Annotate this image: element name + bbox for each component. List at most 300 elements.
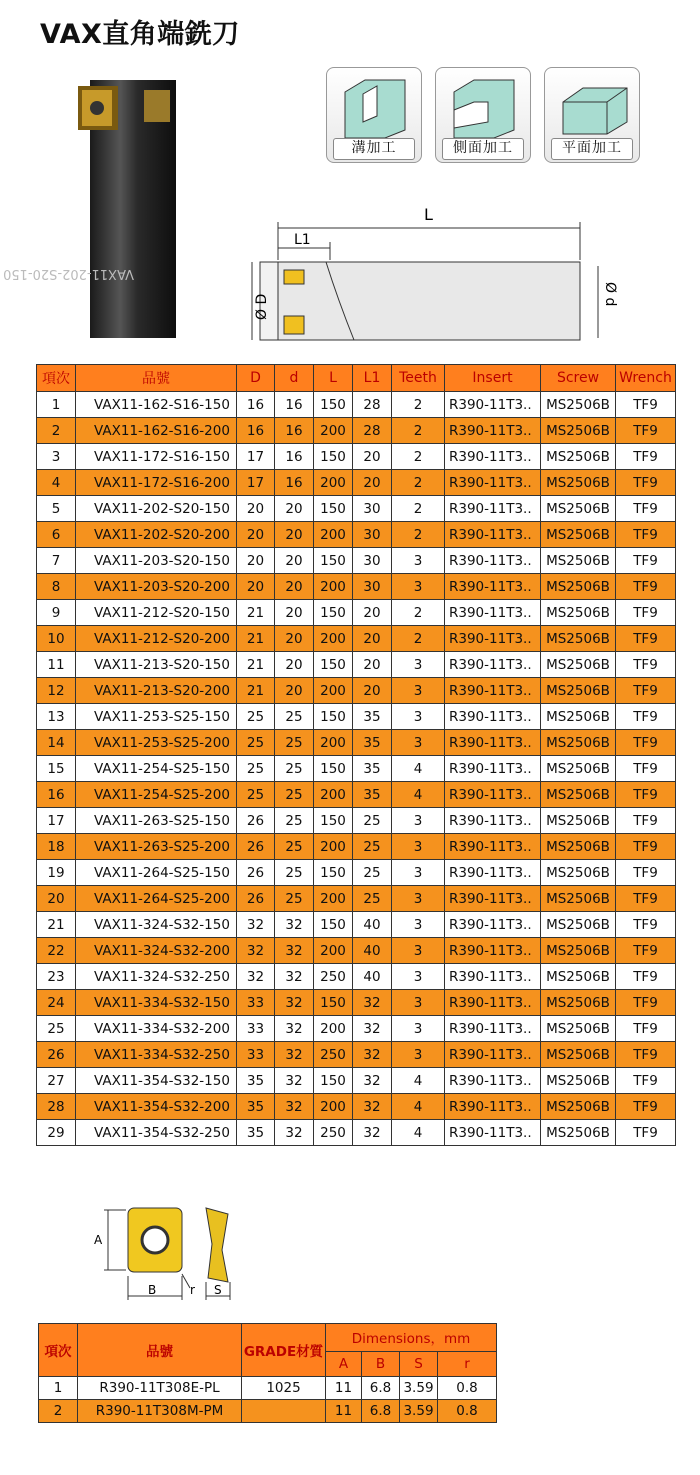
cell-teeth: 2 xyxy=(392,600,445,626)
header-no: 項次 xyxy=(37,365,76,392)
cell-d: 20 xyxy=(275,522,314,548)
cell-L: 150 xyxy=(314,860,353,886)
cell-L: 150 xyxy=(314,392,353,418)
header-d: d xyxy=(275,365,314,392)
cell-screw: MS2506B xyxy=(541,756,616,782)
cell-grade xyxy=(242,1400,326,1423)
cell-L: 150 xyxy=(314,808,353,834)
dim-d: Ø d xyxy=(602,282,618,307)
cell-no: 25 xyxy=(37,1016,76,1042)
cell-D: 25 xyxy=(237,782,275,808)
cell-model: VAX11-324-S32-200 xyxy=(76,938,237,964)
cell-L: 150 xyxy=(314,704,353,730)
cell-wrench: TF9 xyxy=(616,444,676,470)
cell-no: 3 xyxy=(37,444,76,470)
cell-D: 20 xyxy=(237,548,275,574)
cell-model: VAX11-203-S20-200 xyxy=(76,574,237,600)
cell-L1: 20 xyxy=(353,600,392,626)
slot-machining-icon xyxy=(335,72,415,140)
cell-screw: MS2506B xyxy=(541,1042,616,1068)
insert-table-row xyxy=(39,1400,497,1423)
cell-L1: 28 xyxy=(353,418,392,444)
cell-no: 15 xyxy=(37,756,76,782)
ins-header-A: A xyxy=(326,1351,362,1376)
cell-no: 21 xyxy=(37,912,76,938)
cell-model: VAX11-254-S25-200 xyxy=(76,782,237,808)
insert-dim-B: B xyxy=(148,1283,157,1297)
table-row xyxy=(37,418,676,444)
cell-screw: MS2506B xyxy=(541,652,616,678)
cell-screw: MS2506B xyxy=(541,1016,616,1042)
cell-L: 250 xyxy=(314,1120,353,1146)
header-insert: Insert xyxy=(445,365,541,392)
cell-insert: R390-11T3.. xyxy=(445,600,541,626)
cell-L: 250 xyxy=(314,964,353,990)
cell-D: 25 xyxy=(237,730,275,756)
cell-no: 19 xyxy=(37,860,76,886)
cell-L1: 32 xyxy=(353,1016,392,1042)
cell-L1: 35 xyxy=(353,756,392,782)
cell-teeth: 3 xyxy=(392,912,445,938)
cell-d: 16 xyxy=(275,392,314,418)
cell-model: VAX11-212-S20-150 xyxy=(76,600,237,626)
cell-d: 20 xyxy=(275,574,314,600)
cell-screw: MS2506B xyxy=(541,548,616,574)
cell-d: 32 xyxy=(275,1120,314,1146)
cell-L: 150 xyxy=(314,912,353,938)
cell-insert: R390-11T3.. xyxy=(445,938,541,964)
insert-dim-S: S xyxy=(214,1283,222,1297)
cell-insert: R390-11T3.. xyxy=(445,808,541,834)
cell-wrench: TF9 xyxy=(616,418,676,444)
cell-L1: 20 xyxy=(353,678,392,704)
end-mill-spec-table xyxy=(36,364,676,1146)
cell-no: 26 xyxy=(37,1042,76,1068)
shoulder-machining-label: 側面加工 xyxy=(442,138,524,160)
cell-model: VAX11-264-S25-150 xyxy=(76,860,237,886)
cell-teeth: 2 xyxy=(392,444,445,470)
cell-wrench: TF9 xyxy=(616,574,676,600)
cell-model: VAX11-172-S16-150 xyxy=(76,444,237,470)
cell-L: 250 xyxy=(314,1042,353,1068)
cell-D: 32 xyxy=(237,964,275,990)
cell-L1: 28 xyxy=(353,392,392,418)
end-mill-photo xyxy=(3,80,186,338)
cell-model: VAX11-354-S32-250 xyxy=(76,1120,237,1146)
table-row xyxy=(37,574,676,600)
cell-model: VAX11-213-S20-150 xyxy=(76,652,237,678)
cell-D: 16 xyxy=(237,418,275,444)
cell-screw: MS2506B xyxy=(541,886,616,912)
cell-insert: R390-11T3.. xyxy=(445,1016,541,1042)
cell-d: 32 xyxy=(275,912,314,938)
header-wrench: Wrench xyxy=(616,365,676,392)
header-D: D xyxy=(237,365,275,392)
cell-wrench: TF9 xyxy=(616,626,676,652)
cell-L1: 25 xyxy=(353,808,392,834)
cell-d: 20 xyxy=(275,678,314,704)
cell-wrench: TF9 xyxy=(616,652,676,678)
cell-model: VAX11-324-S32-150 xyxy=(76,912,237,938)
cell-insert: R390-11T3.. xyxy=(445,678,541,704)
cell-D: 26 xyxy=(237,886,275,912)
cell-d: 16 xyxy=(275,444,314,470)
cell-teeth: 3 xyxy=(392,1016,445,1042)
cell-insert: R390-11T3.. xyxy=(445,704,541,730)
cell-d: 25 xyxy=(275,730,314,756)
cell-wrench: TF9 xyxy=(616,392,676,418)
cell-D: 33 xyxy=(237,1042,275,1068)
table-row xyxy=(37,652,676,678)
cell-no: 8 xyxy=(37,574,76,600)
cell-teeth: 4 xyxy=(392,1120,445,1146)
cell-L1: 25 xyxy=(353,860,392,886)
table-row xyxy=(37,1068,676,1094)
cell-wrench: TF9 xyxy=(616,730,676,756)
cell-L1: 32 xyxy=(353,1068,392,1094)
cell-insert: R390-11T3.. xyxy=(445,1042,541,1068)
cell-no: 23 xyxy=(37,964,76,990)
cell-D: 21 xyxy=(237,626,275,652)
cell-L1: 35 xyxy=(353,730,392,756)
cell-wrench: TF9 xyxy=(616,678,676,704)
cell-teeth: 3 xyxy=(392,1042,445,1068)
cell-wrench: TF9 xyxy=(616,470,676,496)
cell-model: VAX11-354-S32-200 xyxy=(76,1094,237,1120)
cell-wrench: TF9 xyxy=(616,548,676,574)
cell-insert: R390-11T3.. xyxy=(445,496,541,522)
cell-d: 20 xyxy=(275,652,314,678)
ins-header-r: r xyxy=(438,1351,497,1376)
cell-wrench: TF9 xyxy=(616,860,676,886)
cell-L: 150 xyxy=(314,548,353,574)
cell-teeth: 2 xyxy=(392,470,445,496)
shoulder-machining-icon xyxy=(444,72,524,140)
cell-wrench: TF9 xyxy=(616,522,676,548)
cell-model: VAX11-263-S25-200 xyxy=(76,834,237,860)
cell-model: VAX11-254-S25-150 xyxy=(76,756,237,782)
cell-L1: 32 xyxy=(353,990,392,1016)
cell-D: 32 xyxy=(237,912,275,938)
cell-insert: R390-11T3.. xyxy=(445,522,541,548)
cell-D: 35 xyxy=(237,1068,275,1094)
cell-no: 28 xyxy=(37,1094,76,1120)
cell-model: VAX11-162-S16-200 xyxy=(76,418,237,444)
cell-L1: 35 xyxy=(353,782,392,808)
cell-wrench: TF9 xyxy=(616,834,676,860)
cell-screw: MS2506B xyxy=(541,392,616,418)
table-row xyxy=(37,548,676,574)
cell-grade: 1025 xyxy=(242,1377,326,1400)
cell-teeth: 3 xyxy=(392,834,445,860)
cell-S: 3.59 xyxy=(400,1400,438,1423)
cell-wrench: TF9 xyxy=(616,964,676,990)
cell-screw: MS2506B xyxy=(541,834,616,860)
cell-teeth: 3 xyxy=(392,678,445,704)
slot-machining-label: 溝加工 xyxy=(333,138,415,160)
cell-no: 24 xyxy=(37,990,76,1016)
table-row xyxy=(37,808,676,834)
cell-L1: 30 xyxy=(353,548,392,574)
cell-insert: R390-11T3.. xyxy=(445,782,541,808)
cell-wrench: TF9 xyxy=(616,1120,676,1146)
cell-d: 25 xyxy=(275,782,314,808)
cell-D: 32 xyxy=(237,938,275,964)
table-row xyxy=(37,1016,676,1042)
cell-d: 32 xyxy=(275,1016,314,1042)
cell-L: 200 xyxy=(314,470,353,496)
cell-teeth: 3 xyxy=(392,730,445,756)
cell-A: 11 xyxy=(326,1400,362,1423)
cell-L1: 32 xyxy=(353,1094,392,1120)
cell-model: R390-11T308M-PM xyxy=(78,1400,242,1423)
cell-d: 25 xyxy=(275,704,314,730)
shoulder-machining-card xyxy=(435,67,531,163)
cell-teeth: 2 xyxy=(392,522,445,548)
cell-no: 4 xyxy=(37,470,76,496)
cell-d: 20 xyxy=(275,626,314,652)
cell-D: 21 xyxy=(237,652,275,678)
table-row xyxy=(37,600,676,626)
cell-d: 16 xyxy=(275,418,314,444)
cell-model: VAX11-253-S25-150 xyxy=(76,704,237,730)
cell-L1: 20 xyxy=(353,444,392,470)
cell-model: VAX11-202-S20-150 xyxy=(76,496,237,522)
cell-D: 35 xyxy=(237,1120,275,1146)
cell-L: 200 xyxy=(314,626,353,652)
cell-insert: R390-11T3.. xyxy=(445,756,541,782)
cell-D: 21 xyxy=(237,678,275,704)
dim-D: Ø D xyxy=(254,293,270,320)
dim-L: L xyxy=(424,205,433,224)
cell-L: 150 xyxy=(314,990,353,1016)
cell-teeth: 3 xyxy=(392,808,445,834)
cell-teeth: 4 xyxy=(392,756,445,782)
cell-no: 22 xyxy=(37,938,76,964)
cell-screw: MS2506B xyxy=(541,522,616,548)
cell-insert: R390-11T3.. xyxy=(445,860,541,886)
cell-L: 200 xyxy=(314,938,353,964)
ins-header-S: S xyxy=(400,1351,438,1376)
cell-model: R390-11T308E-PL xyxy=(78,1377,242,1400)
cell-D: 26 xyxy=(237,834,275,860)
cell-no: 20 xyxy=(37,886,76,912)
cell-no: 10 xyxy=(37,626,76,652)
cell-D: 16 xyxy=(237,392,275,418)
cell-insert: R390-11T3.. xyxy=(445,652,541,678)
cell-L: 200 xyxy=(314,782,353,808)
cell-insert: R390-11T3.. xyxy=(445,1068,541,1094)
cell-model: VAX11-264-S25-200 xyxy=(76,886,237,912)
table-row xyxy=(37,756,676,782)
cell-insert: R390-11T3.. xyxy=(445,444,541,470)
header-L1: L1 xyxy=(353,365,392,392)
cell-model: VAX11-324-S32-250 xyxy=(76,964,237,990)
cell-teeth: 2 xyxy=(392,496,445,522)
cell-no: 11 xyxy=(37,652,76,678)
ins-header-dims: Dimensions，mm xyxy=(326,1324,497,1352)
cell-teeth: 3 xyxy=(392,704,445,730)
cell-d: 32 xyxy=(275,1094,314,1120)
cell-L: 150 xyxy=(314,1068,353,1094)
cell-r: 0.8 xyxy=(438,1400,497,1423)
cell-L1: 25 xyxy=(353,886,392,912)
cell-L1: 20 xyxy=(353,652,392,678)
cell-D: 35 xyxy=(237,1094,275,1120)
table-row xyxy=(37,990,676,1016)
cell-wrench: TF9 xyxy=(616,1068,676,1094)
cell-D: 26 xyxy=(237,860,275,886)
cell-insert: R390-11T3.. xyxy=(445,548,541,574)
cell-screw: MS2506B xyxy=(541,730,616,756)
cell-teeth: 4 xyxy=(392,1094,445,1120)
cell-screw: MS2506B xyxy=(541,964,616,990)
cell-L: 200 xyxy=(314,834,353,860)
cell-d: 20 xyxy=(275,600,314,626)
cell-no: 18 xyxy=(37,834,76,860)
slot-machining-card xyxy=(326,67,422,163)
cell-model: VAX11-334-S32-250 xyxy=(76,1042,237,1068)
cell-screw: MS2506B xyxy=(541,860,616,886)
cell-no: 1 xyxy=(39,1377,78,1400)
cell-wrench: TF9 xyxy=(616,938,676,964)
dim-L1: L1 xyxy=(294,232,311,248)
cell-L: 200 xyxy=(314,418,353,444)
cell-L: 200 xyxy=(314,1094,353,1120)
cell-no: 13 xyxy=(37,704,76,730)
cell-no: 1 xyxy=(37,392,76,418)
table-row xyxy=(37,626,676,652)
cell-screw: MS2506B xyxy=(541,496,616,522)
cell-model: VAX11-162-S16-150 xyxy=(76,392,237,418)
cell-d: 25 xyxy=(275,834,314,860)
page-title: VAX直角端銑刀 xyxy=(40,19,240,50)
cell-D: 17 xyxy=(237,470,275,496)
cell-teeth: 3 xyxy=(392,548,445,574)
cell-L: 150 xyxy=(314,600,353,626)
cell-wrench: TF9 xyxy=(616,1016,676,1042)
cell-screw: MS2506B xyxy=(541,626,616,652)
table-row xyxy=(37,1120,676,1146)
cell-insert: R390-11T3.. xyxy=(445,834,541,860)
cell-screw: MS2506B xyxy=(541,574,616,600)
cell-screw: MS2506B xyxy=(541,1094,616,1120)
cell-L: 200 xyxy=(314,730,353,756)
cell-L: 150 xyxy=(314,652,353,678)
cell-no: 2 xyxy=(39,1400,78,1423)
cell-no: 9 xyxy=(37,600,76,626)
header-screw: Screw xyxy=(541,365,616,392)
cell-model: VAX11-203-S20-150 xyxy=(76,548,237,574)
cell-screw: MS2506B xyxy=(541,1068,616,1094)
face-machining-label: 平面加工 xyxy=(551,138,633,160)
table-row xyxy=(37,938,676,964)
cell-no: 2 xyxy=(37,418,76,444)
table-row xyxy=(37,912,676,938)
table-row xyxy=(37,522,676,548)
tool-dimension-diagram xyxy=(238,200,618,350)
cell-D: 26 xyxy=(237,808,275,834)
cell-no: 5 xyxy=(37,496,76,522)
cell-L: 200 xyxy=(314,522,353,548)
cell-insert: R390-11T3.. xyxy=(445,990,541,1016)
table-row xyxy=(37,470,676,496)
cell-wrench: TF9 xyxy=(616,496,676,522)
cell-L: 150 xyxy=(314,444,353,470)
insert-spec-table xyxy=(38,1323,497,1423)
cell-no: 12 xyxy=(37,678,76,704)
cell-teeth: 4 xyxy=(392,1068,445,1094)
cell-L1: 40 xyxy=(353,964,392,990)
tool-engraving: VAX11-202-S20-150 xyxy=(3,266,134,281)
cell-d: 32 xyxy=(275,964,314,990)
cell-insert: R390-11T3.. xyxy=(445,574,541,600)
cell-d: 20 xyxy=(275,548,314,574)
table-row xyxy=(37,782,676,808)
cell-D: 21 xyxy=(237,600,275,626)
ins-header-B: B xyxy=(362,1351,400,1376)
cell-B: 6.8 xyxy=(362,1400,400,1423)
cell-A: 11 xyxy=(326,1377,362,1400)
table-row xyxy=(37,1094,676,1120)
cell-S: 3.59 xyxy=(400,1377,438,1400)
cell-model: VAX11-172-S16-200 xyxy=(76,470,237,496)
table-row xyxy=(37,496,676,522)
cell-D: 25 xyxy=(237,704,275,730)
cell-D: 20 xyxy=(237,574,275,600)
cell-screw: MS2506B xyxy=(541,1120,616,1146)
cell-L: 200 xyxy=(314,574,353,600)
cell-screw: MS2506B xyxy=(541,678,616,704)
cell-no: 27 xyxy=(37,1068,76,1094)
cell-model: VAX11-334-S32-200 xyxy=(76,1016,237,1042)
cell-teeth: 3 xyxy=(392,886,445,912)
header-L: L xyxy=(314,365,353,392)
cell-no: 29 xyxy=(37,1120,76,1146)
cell-teeth: 2 xyxy=(392,418,445,444)
cell-wrench: TF9 xyxy=(616,990,676,1016)
cell-teeth: 2 xyxy=(392,626,445,652)
cell-L: 200 xyxy=(314,1016,353,1042)
cell-model: VAX11-263-S25-150 xyxy=(76,808,237,834)
cell-D: 20 xyxy=(237,522,275,548)
insert-table-row xyxy=(39,1377,497,1400)
cell-wrench: TF9 xyxy=(616,1042,676,1068)
cell-screw: MS2506B xyxy=(541,704,616,730)
cell-screw: MS2506B xyxy=(541,600,616,626)
header-teeth: Teeth xyxy=(392,365,445,392)
cell-model: VAX11-212-S20-200 xyxy=(76,626,237,652)
cell-wrench: TF9 xyxy=(616,782,676,808)
cell-model: VAX11-202-S20-200 xyxy=(76,522,237,548)
cell-teeth: 3 xyxy=(392,938,445,964)
cell-d: 32 xyxy=(275,1042,314,1068)
cell-wrench: TF9 xyxy=(616,912,676,938)
cell-D: 33 xyxy=(237,990,275,1016)
cell-model: VAX11-354-S32-150 xyxy=(76,1068,237,1094)
insert-dim-A: A xyxy=(94,1233,103,1247)
cell-insert: R390-11T3.. xyxy=(445,418,541,444)
cell-model: VAX11-253-S25-200 xyxy=(76,730,237,756)
cell-d: 20 xyxy=(275,496,314,522)
cell-L1: 32 xyxy=(353,1120,392,1146)
table-row xyxy=(37,678,676,704)
cell-L1: 30 xyxy=(353,574,392,600)
ins-header-grade: GRADE材質 xyxy=(242,1324,326,1377)
cell-L: 200 xyxy=(314,678,353,704)
cell-teeth: 4 xyxy=(392,782,445,808)
cell-d: 25 xyxy=(275,808,314,834)
